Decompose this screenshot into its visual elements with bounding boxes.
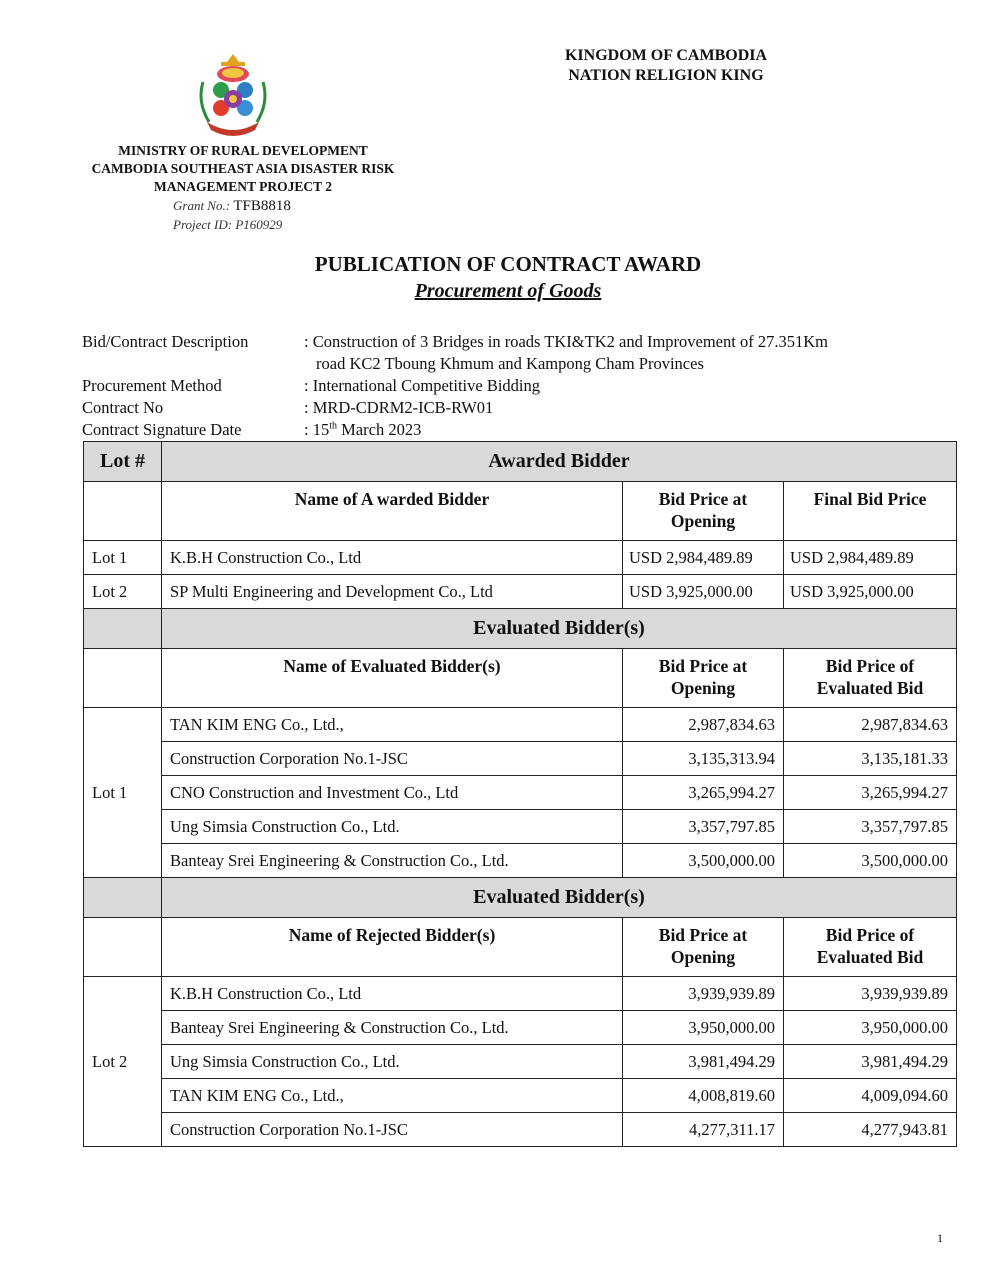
bidder-name: SP Multi Engineering and Development Co., Ltd (162, 575, 623, 609)
info-value: : MRD-CDRM2-ICB-RW01 (304, 398, 494, 417)
final-price: USD 3,925,000.00 (784, 575, 957, 609)
evaluated-price: 3,357,797.85 (784, 810, 957, 844)
column-header: Name of Evaluated Bidder(s) (162, 649, 623, 708)
grant-label: Grant No.: (173, 198, 231, 213)
bidder-name: Construction Corporation No.1-JSC (162, 1113, 623, 1147)
column-header: Bid Price of Evaluated Bid (784, 918, 957, 977)
date-prefix: : 15 (304, 420, 330, 439)
table-row (84, 1079, 957, 1113)
bid-price: 3,981,494.29 (623, 1045, 784, 1079)
section-title: Evaluated Bidder(s) (162, 609, 957, 649)
kingdom-header (530, 46, 802, 86)
evaluated-price: 3,981,494.29 (784, 1045, 957, 1079)
bidder-name: K.B.H Construction Co., Ltd (162, 541, 623, 575)
bidder-name: Banteay Srei Engineering & Construction Co., Ltd. (162, 844, 623, 878)
ministry-line-3: MANAGEMENT PROJECT 2 (153, 179, 332, 194)
bidder-name: TAN KIM ENG Co., Ltd., (162, 1079, 623, 1113)
evaluated-price: 3,135,181.33 (784, 742, 957, 776)
bidder-name: Construction Corporation No.1-JSC (162, 742, 623, 776)
rejected-column-header-row (84, 918, 957, 977)
bidder-name: CNO Construction and Investment Co., Ltd (162, 776, 623, 810)
info-label: Contract Signature Date (82, 420, 242, 439)
empty-cell (84, 878, 162, 918)
date-suffix: March 2023 (337, 420, 422, 439)
kingdom-line-2: NATION RELIGION KING (568, 67, 764, 84)
date-sup: th (329, 420, 337, 432)
bid-price: 3,939,939.89 (623, 977, 784, 1011)
empty-cell (84, 649, 162, 708)
info-value: : International Competitive Bidding (304, 376, 541, 395)
bid-price: 4,008,819.60 (623, 1079, 784, 1113)
column-header: Name of A warded Bidder (162, 482, 623, 541)
grant-number (173, 197, 291, 215)
column-header: Bid Price at Opening (623, 649, 784, 708)
lot-label: Lot 2 (84, 977, 162, 1147)
section-title: Awarded Bidder (162, 442, 957, 482)
bid-price: 3,357,797.85 (623, 810, 784, 844)
project-id: Project ID: P160929 (173, 217, 283, 232)
table-row (84, 742, 957, 776)
info-value: road KC2 Tboung Khmum and Kampong Cham Provinces (316, 354, 704, 373)
evaluated-column-header-row (84, 649, 957, 708)
bid-price: USD 3,925,000.00 (623, 575, 784, 609)
info-value: : Construction of 3 Bridges in roads TKI&TK2 and Improvement of 27.351Km (304, 332, 828, 351)
table-row (84, 977, 957, 1011)
final-price: USD 2,984,489.89 (784, 541, 957, 575)
ministry-logo-icon (193, 52, 273, 138)
bid-price: 3,265,994.27 (623, 776, 784, 810)
award-table-body (84, 442, 957, 1147)
ministry-line-1: MINISTRY OF RURAL DEVELOPMENT (118, 143, 368, 158)
info-label: Procurement Method (82, 376, 222, 395)
ministry-header (58, 142, 428, 196)
lot-header: Lot # (84, 442, 162, 482)
column-header: Bid Price of Evaluated Bid (784, 649, 957, 708)
bidder-name: Banteay Srei Engineering & Construction Co., Ltd. (162, 1011, 623, 1045)
evaluated-price: 3,500,000.00 (784, 844, 957, 878)
page-title: PUBLICATION OF CONTRACT AWARD (314, 252, 702, 276)
evaluated-section-row (84, 609, 957, 649)
grant-value: TFB8818 (233, 198, 291, 214)
empty-cell (84, 609, 162, 649)
table-row (84, 810, 957, 844)
info-label: Bid/Contract Description (82, 332, 249, 351)
table-row (84, 575, 957, 609)
evaluated-price: 4,277,943.81 (784, 1113, 957, 1147)
awarded-column-header-row (84, 482, 957, 541)
bid-price: USD 2,984,489.89 (623, 541, 784, 575)
bid-price: 3,950,000.00 (623, 1011, 784, 1045)
bid-price: 3,500,000.00 (623, 844, 784, 878)
bid-price: 4,277,311.17 (623, 1113, 784, 1147)
empty-cell (84, 482, 162, 541)
column-header: Bid Price at Opening (623, 482, 784, 541)
bidder-name: Ung Simsia Construction Co., Ltd. (162, 810, 623, 844)
evaluated-price: 3,950,000.00 (784, 1011, 957, 1045)
ministry-line-2: CAMBODIA SOUTHEAST ASIA DISASTER RISK (91, 161, 395, 176)
lot-label: Lot 1 (84, 708, 162, 878)
column-header: Name of Rejected Bidder(s) (162, 918, 623, 977)
table-row (84, 1011, 957, 1045)
info-value (304, 420, 421, 440)
rejected-section-row (84, 878, 957, 918)
table-row (84, 844, 957, 878)
kingdom-line-1: KINGDOM OF CAMBODIA (564, 47, 768, 64)
info-label: Contract No (82, 398, 164, 417)
section-title: Evaluated Bidder(s) (162, 878, 957, 918)
evaluated-price: 4,009,094.60 (784, 1079, 957, 1113)
column-header: Bid Price at Opening (623, 918, 784, 977)
bidder-name: TAN KIM ENG Co., Ltd., (162, 708, 623, 742)
awarded-section-row (84, 442, 957, 482)
table-row (84, 708, 957, 742)
page-number: 1 (937, 1231, 943, 1245)
table-row (84, 776, 957, 810)
evaluated-price: 3,265,994.27 (784, 776, 957, 810)
bid-price: 3,135,313.94 (623, 742, 784, 776)
table-row (84, 541, 957, 575)
lot-label: Lot 2 (84, 575, 162, 609)
page-subtitle: Procurement of Goods (414, 280, 602, 302)
evaluated-price: 2,987,834.63 (784, 708, 957, 742)
bidder-name: Ung Simsia Construction Co., Ltd. (162, 1045, 623, 1079)
column-header: Final Bid Price (784, 482, 957, 541)
lot-label: Lot 1 (84, 541, 162, 575)
bid-price: 2,987,834.63 (623, 708, 784, 742)
table-row (84, 1045, 957, 1079)
award-table (83, 441, 957, 1147)
bidder-name: K.B.H Construction Co., Ltd (162, 977, 623, 1011)
evaluated-price: 3,939,939.89 (784, 977, 957, 1011)
table-row (84, 1113, 957, 1147)
empty-cell (84, 918, 162, 977)
